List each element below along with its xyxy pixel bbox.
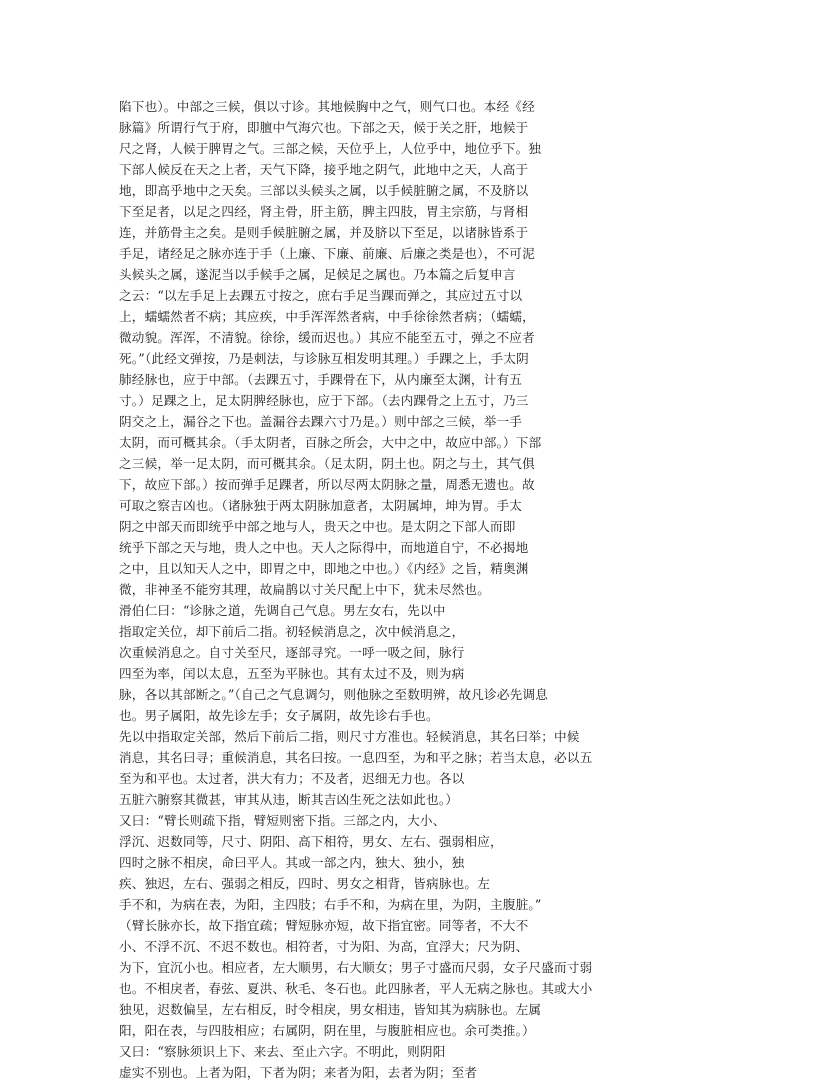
text-line: 下部人候反在天之上者，天气下降，接乎地之阴气，此地中之天，人高于 [119,162,529,177]
text-line: 肺经脉也，应于中部。（去踝五寸，手踝骨在下，从内廉至太渊，计有五 [119,372,523,387]
text-line: 手足，诸经足之脉亦连于手（上廉、下廉、前廉、后廉之类是也），不可泥 [119,246,535,261]
text-line: 统乎下部之天与地，贵人之中也。天人之际得中，而地道自宁，不必揭地 [119,540,529,555]
text-line: 阴交之上，漏谷之下也。盖漏谷去踝六寸乃是。）则中部之三候，举一手 [119,414,523,429]
text-line: 先以中指取定关部，然后下前后二指，则尺寸方准也。轻候消息，其名曰举；中候 [119,729,580,744]
text-line: 小、不浮不沉、不迟不数也。相符者，寸为阳、为高，宜浮大；尺为阴、 [119,939,529,954]
text-line: 阳，阳在表，与四肢相应；右属阴，阴在里，与腹脏相应也。余可类推。） [119,1023,535,1038]
text-line: 微动貌。浑浑，不清貌。徐徐，缓而迟也。）其应不能至五寸，弹之不应者 [119,330,535,345]
text-line: 手不和，为病在表，为阳，主四肢；右手不和，为病在里，为阴，主腹脏。” [119,897,542,912]
text-line: 也。男子属阳，故先诊左手；女子属阴，故先诊右手也。 [119,708,439,723]
text-line: （臂长脉亦长，故下指宜疏；臂短脉亦短，故下指宜密。同等者，不大不 [119,918,529,933]
text-line: 消息，其名曰寻；重候消息，其名曰按。一息四至，为和平之脉；若当太息，必以五 [119,750,593,765]
text-line: 又曰：“察脉须识上下、来去、至止六字。不明此，则阴阳 [119,1044,446,1059]
text-line: 也。不相戾者，春弦、夏洪、秋毛、冬石也。此四脉者，平人无病之脉也。其或大小 [119,981,593,996]
text-line: 滑伯仁曰：“诊脉之道，先调自己气息。男左女右，先以中 [119,603,446,618]
text-line: 脉篇》所谓行气于府，即膻中气海穴也。下部之天，候于关之肝，地候于 [119,120,529,135]
text-line: 地，即高乎地中之天矣。三部以头候头之属，以手候脏腑之属，不及脐以 [119,183,529,198]
text-line: 为下，宜沉小也。相应者，左大顺男，右大顺女；男子寸盛而尺弱，女子尺盛而寸弱 [119,960,593,975]
body-text [119,96,719,1083]
text-line: 独见，迟数偏呈，左右相反，时令相戾，男女相违，皆知其为病脉也。左属 [119,1002,542,1017]
text-line: 尺之肾，人候于脾胃之气。三部之候，天位乎上，人位乎中，地位乎下。独 [119,141,542,156]
text-line: 陷下也）。中部之三候，俱以寸诊。其地候胸中之气，则气口也。本经《经 [119,99,535,114]
text-line: 寸。）足踝之上，足太阴脾经脉也，应于下部。（去内踝骨之上五寸，乃三 [119,393,529,408]
text-line: 次重候消息之。自寸关至尺，逐部寻究。一呼一吸之间，脉行 [119,645,465,660]
text-line: 指取定关位，却下前后二指。初轻候消息之，次中候消息之， [119,624,465,639]
text-line: 至为和平也。太过者，洪大有力；不及者，迟细无力也。各以 [119,771,465,786]
text-line: 又曰：“臂长则疏下指，臂短则密下指。三部之内，大小、 [119,813,446,828]
text-line: 下至足者，以足之四经，肾主骨，肝主筋，脾主四肢，胃主宗筋，与肾相 [119,204,529,219]
text-line: 四时之脉不相戾，命曰平人。其或一部之内，独大、独小，独 [119,855,465,870]
text-line: 疾、独迟，左右、强弱之相反，四时、男女之相背，皆病脉也。左 [119,876,491,891]
text-line: 头候头之属，遂泥当以手候手之属，足候足之属也。乃本篇之后复申言 [119,267,516,282]
text-line: 下，故应下部。）按而弹手足踝者，所以尽两太阴脉之量，周悉无遗也。故 [119,477,535,492]
text-line: 上，蠕蠕然者不病；其应疾，中手浑浑然者病，中手徐徐然者病；（蠕蠕， [119,309,535,324]
text-line: 之云：“以左手足上去踝五寸按之，庶右手足当踝而弹之，其应过五寸以 [119,288,523,303]
text-line: 虚实不别也。上者为阳，下者为阴；来者为阳，去者为阴；至者 [119,1065,478,1080]
text-line: 微，非神圣不能穷其理，故扁鹊以寸关尺配上中下，犹未尽然也。 [119,582,491,597]
text-line: 浮沉、迟数同等，尺寸、阴阳、高下相符，男女、左右、强弱相应， [119,834,503,849]
text-line: 之三候，举一足太阴，而可概其余。（足太阴，阴土也。阴之与土，其气俱 [119,456,535,471]
text-line: 四至为率，闰以太息，五至为平脉也。其有太过不及，则为病 [119,666,465,681]
text-line: 阴之中部天而即统乎中部之地与人，贵天之中也。是太阴之下部人而即 [119,519,516,534]
text-line: 可取之察吉凶也。（诸脉独于两太阴脉加意者，太阴属坤，坤为胃。手太 [119,498,523,513]
text-line: 五脏六腑察其微甚，审其从违，断其吉凶生死之法如此也。） [119,792,459,807]
text-line: 之中，且以知天人之中，即胃之中，即地之中也。）《内经》之旨，精奥渊 [119,561,529,576]
text-line: 死。”（此经文弹按，乃是刺法，与诊脉互相发明其理。）手踝之上，手太阴 [119,351,529,366]
text-line: 脉，各以其部断之。”（自己之气息调匀，则他脉之至数明辨，故凡诊必先调息 [119,687,549,702]
text-line: 连，并筋骨主之矣。是则手候脏腑之属，并及脐以下至足，以诸脉皆系于 [119,225,529,240]
text-line: 太阴，而可概其余。（手太阴者，百脉之所会，大中之中，故应中部。）下部 [119,435,542,450]
